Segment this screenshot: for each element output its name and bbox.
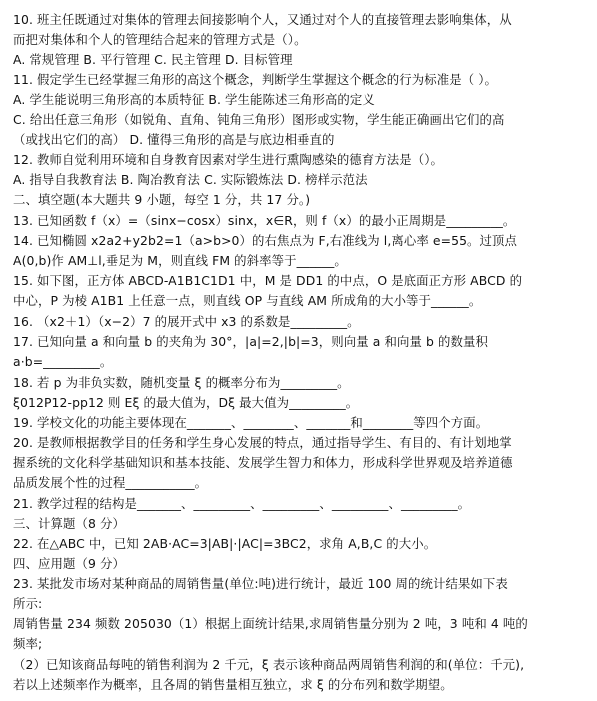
section-fill-blank-heading: 二、填空题(本大题共 9 小题，每空 1 分，共 17 分。): [13, 192, 311, 207]
q17-line-1: 17. 已知向量 a 和向量 b 的夹角为 30°，|a|=2,|b|=3，则向量 a 和向量 b 的数量积: [13, 334, 488, 349]
section-application-heading: 四、应用题（9 分）: [13, 556, 125, 571]
q11-options-ab: A. 学生能说明三角形高的本质特征 B. 学生能陈述三角形高的定义: [13, 92, 375, 107]
q12-options: A. 指导自我教育法 B. 陶冶教育法 C. 实际锻炼法 D. 榜样示范法: [13, 172, 368, 187]
q18-line-2: ξ012P12-pp12 则 Eξ 的最大值为，Dξ 最大值为_________。: [13, 395, 359, 410]
q23-stem-line-1: 23. 某批发市场对某种商品的周销售量(单位:吨)进行统计，最近 100 周的统计结果如下表: [13, 576, 508, 591]
section-calculation-heading: 三、计算题（8 分）: [13, 516, 125, 531]
q19: 19. 学校文化的功能主要体现在_______、________、_______和________等四个方面。: [13, 415, 489, 430]
q16: 16. （x2＋1）（x−2）7 的展开式中 x3 的系数是_________。: [13, 314, 360, 329]
q10-stem-line-1: 10. 班主任既通过对集体的管理去间接影响个人，又通过对个人的直接管理去影响集体，从: [13, 12, 512, 27]
q17-line-2: a·b=_________。: [13, 354, 113, 369]
q23-part1-line-1: 周销售量 234 频数 205030（1）根据上面统计结果,求周销售量分别为 2 吨，3 吨和 4 吨的: [13, 616, 528, 631]
q21: 21. 教学过程的结构是_______、_________、_________、_________、_________。: [13, 496, 471, 511]
q11-option-c: C. 给出任意三角形（如锐角、直角、钝角三角形）图形或实物，学生能正确画出它们的高: [13, 112, 505, 127]
q10-options: A. 常规管理 B. 平行管理 C. 民主管理 D. 目标管理: [13, 52, 293, 67]
q20-line-2: 握系统的文化科学基础知识和基本技能、发展学生智力和体力，形成科学世界观及培养道德: [13, 455, 513, 470]
q14-line-2: A(0,b)作 AM⊥l,垂足为 M，则直线 FM 的斜率等于______。: [13, 253, 347, 268]
q13: 13. 已知函数 f（x）=（sinx−cosx）sinx，x∈R，则 f（x）的最小正周期是_________。: [13, 213, 516, 228]
q23-part2-line-1: （2）已知该商品每吨的销售利润为 2 千元，ξ 表示该种商品两周销售利润的和(单位：千元),: [13, 657, 525, 672]
q23-stem-line-2: 所示:: [13, 596, 43, 611]
q20-line-3: 品质发展个性的过程___________。: [13, 475, 208, 490]
q23-part1-line-2: 频率;: [13, 636, 43, 651]
q12-stem: 12. 教师自觉利用环境和自身教育因素对学生进行熏陶感染的德育方法是（）。: [13, 152, 444, 167]
q22: 22. 在△ABC 中，已知 2AB·AC=3|AB|·|AC|=3BC2，求角 A,B,C 的大小。: [13, 536, 437, 551]
q15-line-2: 中心，P 为棱 A1B1 上任意一点，则直线 OP 与直线 AM 所成角的大小等于______。: [13, 293, 482, 308]
q20-line-1: 20. 是教师根据教学目的任务和学生身心发展的特点，通过指导学生、有目的、有计划地掌: [13, 435, 512, 450]
q15-line-1: 15. 如下图，正方体 ABCD-A1B1C1D1 中，M 是 DD1 的中点，O 是底面正方形 ABCD 的: [13, 273, 523, 288]
q11-option-c-d: （或找出它们的高） D. 懂得三角形的高是与底边相垂直的: [13, 132, 335, 147]
q11-stem: 11. 假定学生已经掌握三角形的高这个概念，判断学生掌握这个概念的行为标准是（ ）。: [13, 72, 498, 87]
q10-stem-line-2: 而把对集体和个人的管理结合起来的管理方式是（）。: [13, 32, 307, 47]
q18-line-1: 18. 若 p 为非负实数，随机变量 ξ 的概率分布为_________。: [13, 375, 350, 390]
q14-line-1: 14. 已知椭圆 x2a2+y2b2=1（a>b>0）的右焦点为 F,右准线为 l,离心率 e=55。过顶点: [13, 233, 518, 248]
q23-part2-line-2: 若以上述频率作为概率，且各周的销售量相互独立，求 ξ 的分布列和数学期望。: [13, 677, 453, 692]
